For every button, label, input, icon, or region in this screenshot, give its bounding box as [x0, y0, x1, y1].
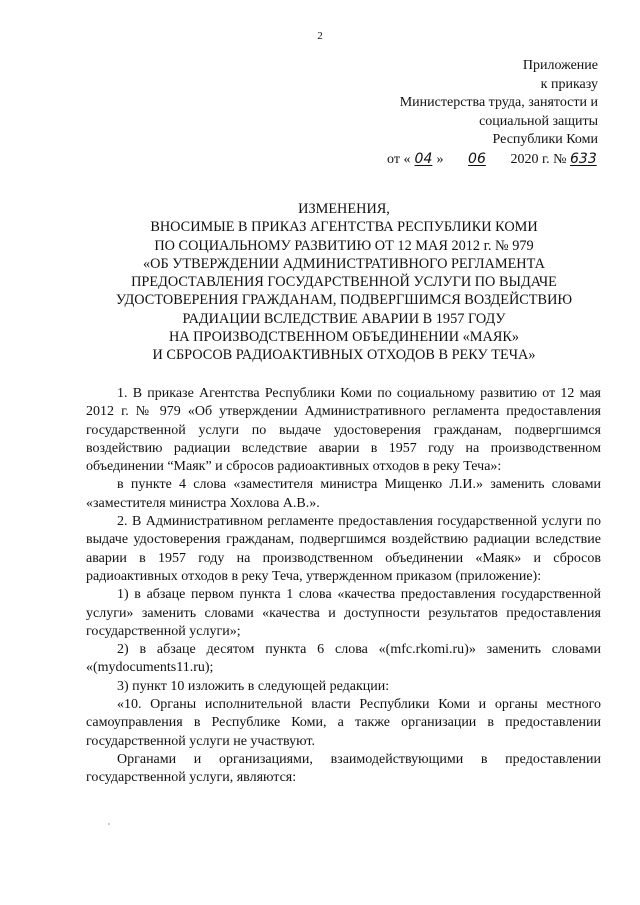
- order-date-line: [387, 150, 598, 170]
- date-mid: »: [436, 151, 444, 167]
- appendix-block: [387, 57, 598, 169]
- title-line: ПРЕДОСТАВЛЕНИЯ ГОСУДАРСТВЕННОЙ УСЛУГИ ПО ВЫДАЧЕ: [131, 274, 557, 291]
- appendix-line: социальной защиты: [479, 113, 598, 129]
- title-line: УДОСТОВЕРЕНИЯ ГРАЖДАНАМ, ПОДВЕРГШИМСЯ ВОЗДЕЙСТВИЮ: [115, 292, 573, 309]
- paragraph: 3) пункт 10 изложить в следующей редакции:: [117, 678, 390, 694]
- paragraph: 1. В приказе Агентства Республики Коми по социальному развитию от 12 мая 2012 г. № 979 «Об утверждении Административного регламента предоставления государственной услуги по выдаче удостоверения гражданам, подвергшимся воздействию радиации вследствие аварии в 1957 году на производственном объединении “Маяк” и сбросов радиоактивных отходов в реку Теча»:: [86, 386, 601, 475]
- order-number: 633: [570, 150, 597, 167]
- paragraph: «10. Органы исполнительной власти Республики Коми и органы местного самоуправления в Республике Коми, а также организации в предоставлении государственной услуги не участвуют.: [86, 697, 601, 749]
- title-line: РАДИАЦИИ ВСЛЕДСТВИЕ АВАРИИ В 1957 ГОДУ: [182, 310, 506, 327]
- paragraph: 2) в абзаце десятом пункта 6 слова «(mfc.rkomi.ru)» заменить словами «(mydocuments11.ru);: [86, 642, 601, 676]
- document-body: [86, 385, 601, 788]
- scan-speck: [108, 823, 110, 825]
- title-line: НА ПРОИЗВОДСТВЕННОМ ОБЪЕДИНЕНИИ «МАЯК»: [168, 329, 520, 346]
- title-line: ВНОСИМЫЕ В ПРИКАЗ АГЕНТСТВА РЕСПУБЛИКИ КОМИ: [150, 219, 538, 236]
- title-line: «ОБ УТВЕРЖДЕНИИ АДМИНИСТРАТИВНОГО РЕГЛАМЕНТА: [143, 255, 545, 272]
- page-number: 2: [317, 30, 323, 42]
- paragraph: Органами и организациями, взаимодействующими в предоставлении государственной услуги, являются:: [86, 751, 601, 786]
- date-prefix: от «: [387, 151, 411, 167]
- document-title: [70, 200, 618, 365]
- order-month: 06: [468, 150, 486, 167]
- order-day: 04: [414, 150, 433, 167]
- date-year: 2020 г. №: [510, 151, 567, 167]
- appendix-line: Приложение: [522, 58, 598, 73]
- paragraph: 2. В Административном регламенте предоставления государственной услуги по выдаче удостоверения гражданам, подвергшимся воздействию радиации вследствие аварии в 1957 году на производственном объединении «Маяк» и сбросов радиоактивных отходов в реку Теча, утвержденном приказом (приложение):: [86, 514, 601, 584]
- paragraph: в пункте 4 слова «заместителя министра Мищенко Л.И.» заменить словами «заместителя министра Хохлова А.В.».: [86, 477, 601, 511]
- appendix-line: Министерства труда, занятости и: [399, 95, 598, 110]
- appendix-line: к приказу: [540, 76, 598, 92]
- title-line: ПО СОЦИАЛЬНОМУ РАЗВИТИЮ ОТ 12 МАЯ 2012 г. № 979: [154, 237, 534, 254]
- appendix-line: Республики Коми: [492, 132, 598, 147]
- title-line: И СБРОСОВ РАДИОАКТИВНЫХ ОТХОДОВ В РЕКУ ТЕЧА»: [152, 347, 536, 364]
- paragraph: 1) в абзаце первом пункта 1 слова «качества предоставления государственной услуги» заменить словами «качества и доступности результатов предоставления государственной услуги»;: [86, 587, 601, 639]
- title-line: ИЗМЕНЕНИЯ,: [298, 201, 390, 217]
